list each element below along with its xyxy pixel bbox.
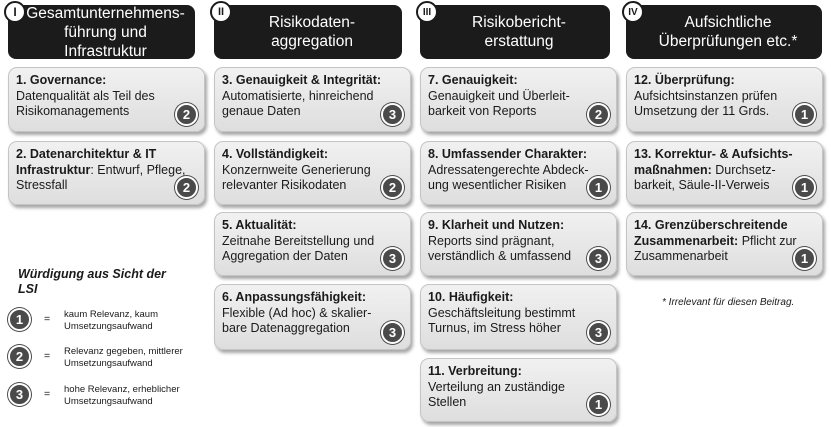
principle-card (214, 141, 411, 205)
principle-title: 8. Umfassender Charakter: (428, 147, 588, 161)
principle-card (626, 67, 823, 132)
column-header-4 (626, 5, 822, 59)
column-header-title: Gesamtunternehmens- führung und Infrastruktur (26, 4, 185, 60)
principle-description: Datenqualität als Teil des Risikomanagements (16, 88, 155, 118)
rating-badge: 3 (381, 247, 404, 270)
principle-description: Pflicht zur Zusammenarbeit (634, 233, 797, 263)
column-header-2 (214, 5, 402, 59)
principle-card (626, 141, 823, 205)
rating-badge: 1 (587, 176, 610, 199)
principle-card (420, 284, 617, 350)
principle-card (420, 212, 617, 276)
rating-badge: 1 (8, 308, 31, 331)
principle-description: Aufsichtsinstanzen prüfen Umsetzung der 11 Grds. (634, 88, 778, 118)
rating-badge: 3 (8, 383, 31, 406)
rating-badge: 2 (175, 176, 198, 199)
legend-text: kaum Relevanz, kaum Umsetzungsaufwand (64, 309, 158, 332)
legend-equals: = (44, 313, 51, 325)
principle-title: 13. Korrektur- & Aufsichts-maßnahmen: (634, 147, 793, 177)
principle-description: Genauigkeit und Überleit-barkeit von Reports (428, 88, 570, 118)
rating-badge: 1 (793, 176, 816, 199)
column-header-1 (8, 5, 195, 59)
principle-description: Geschäftsleitung bestimmt Turnus, im Stress höher (428, 305, 576, 335)
principle-card (214, 67, 411, 132)
rating-badge: 1 (793, 247, 816, 270)
principle-description: Adressatengerechte Abdeck-ung wesentlicher Risiken (428, 162, 589, 192)
principle-description: Automatisierte, hinreichend genaue Daten (222, 88, 374, 118)
rating-badge: 1 (587, 393, 610, 416)
rating-badge: 2 (8, 345, 31, 368)
principle-title: 12. Überprüfung: (634, 73, 735, 87)
column-header-title: Risikobericht- erstattung (472, 14, 566, 50)
roman-numeral-badge: IV (622, 1, 644, 23)
principle-card (214, 212, 411, 276)
legend-title: Würdigung aus Sicht der LSI (18, 267, 166, 296)
principle-description: Zeitnahe Bereitstellung und Aggregation der Daten (222, 233, 375, 263)
principle-title: 1. Governance: (16, 73, 107, 87)
principle-title: 10. Häufigkeit: (428, 290, 514, 304)
legend-equals: = (44, 388, 51, 400)
rating-badge: 3 (587, 247, 610, 270)
rating-badge: 2 (175, 103, 198, 126)
principle-description: Reports sind prägnant, verständlich & umfassend (428, 233, 572, 263)
roman-numeral-badge: I (4, 1, 26, 23)
principle-title: 5. Aktualität: (222, 218, 297, 232)
principle-description: Durchsetz-barkeit, Säule-II-Verweis (634, 162, 776, 192)
principle-title: 4. Vollständigkeit: (222, 147, 329, 161)
principle-card (420, 141, 617, 205)
rating-badge: 3 (587, 321, 610, 344)
principle-description: : Entwurf, Pflege, Stressfall (16, 162, 186, 192)
footnote: * Irrelevant für diesen Beitrag. (662, 297, 795, 308)
principle-title: 7. Genauigkeit: (428, 73, 518, 87)
column-header-title: Aufsichtliche Überprüfungen etc.* (658, 14, 798, 50)
principle-card (8, 141, 205, 205)
principle-title: 3. Genauigkeit & Integrität: (222, 73, 382, 87)
principle-title: 2. Datenarchitektur & IT Infrastruktur (16, 147, 157, 177)
principle-title: 6. Anpassungsfähigkeit: (222, 290, 367, 304)
principle-card (214, 284, 411, 350)
principle-description: Flexible (Ad hoc) & skalier-bare Datenaggregation (222, 305, 372, 335)
rating-badge: 2 (587, 103, 610, 126)
roman-numeral-badge: III (416, 1, 438, 23)
principle-title: 11. Verbreitung: (428, 364, 522, 378)
principle-card (420, 67, 617, 132)
principle-description: Konzernweite Generierung relevanter Risikodaten (222, 162, 371, 192)
principle-description: Verteilung an zuständige Stellen (428, 379, 565, 409)
legend-equals: = (44, 350, 51, 362)
legend-text: hohe Relevanz, erheblicher Umsetzungsaufwand (64, 384, 180, 407)
principle-card (626, 212, 823, 276)
rating-badge: 1 (793, 103, 816, 126)
rating-badge: 2 (381, 176, 404, 199)
column-header-title: Risikodaten- aggregation (268, 14, 356, 50)
roman-numeral-badge: II (210, 1, 232, 23)
rating-badge: 3 (381, 321, 404, 344)
legend-text: Relevanz gegeben, mittlerer Umsetzungsaufwand (64, 346, 183, 369)
column-header-3 (420, 5, 610, 59)
rating-badge: 3 (381, 103, 404, 126)
principle-title: 9. Klarheit und Nutzen: (428, 218, 565, 232)
principle-card (8, 67, 205, 132)
principle-title: 14. Grenzüberschreitende Zusammenarbeit: (634, 218, 788, 248)
principle-card (420, 358, 617, 422)
